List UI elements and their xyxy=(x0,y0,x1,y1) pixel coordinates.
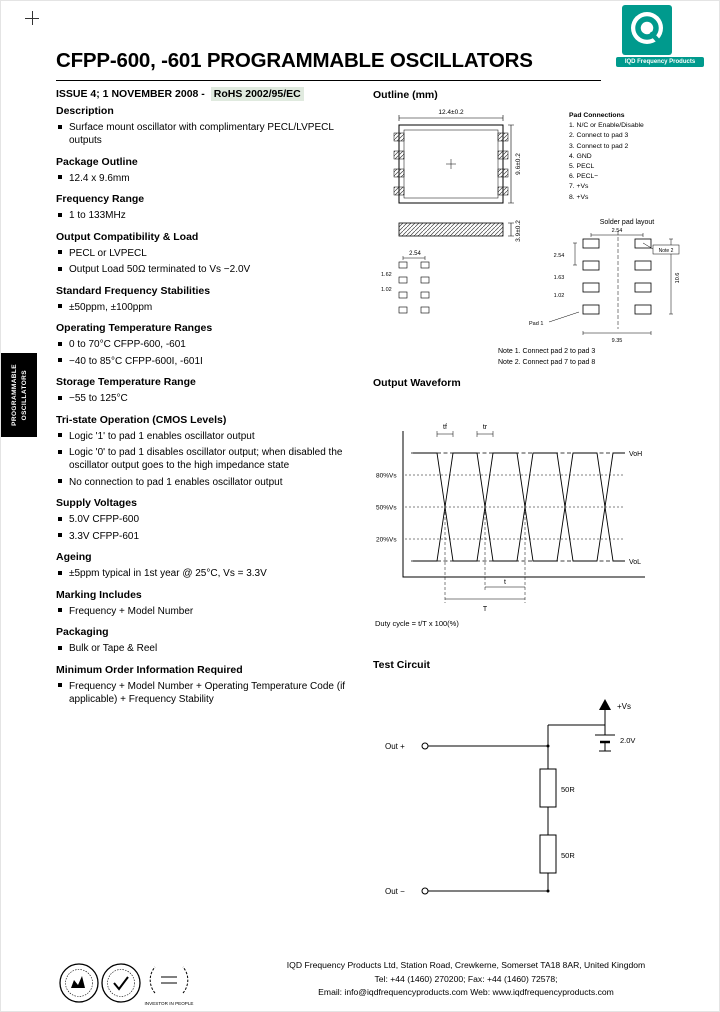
pad-connection-item: 3. Connect to pad 2 xyxy=(569,142,629,150)
page-footer xyxy=(1,955,720,1011)
bullet-item: PECL or LVPECL xyxy=(56,247,348,260)
section-storage-temperature xyxy=(56,376,348,405)
vs-label: +Vs xyxy=(617,702,632,711)
section-package-outline xyxy=(56,156,348,185)
section-heading: Frequency Range xyxy=(56,193,145,205)
outline-notes xyxy=(498,347,716,368)
section-heading: Marking Includes xyxy=(56,588,142,601)
solder-pad-layout xyxy=(521,219,713,350)
pad-connection-item: 7. +Vs xyxy=(569,183,589,191)
output-waveform-figure xyxy=(373,377,685,628)
section-heading: Ageing xyxy=(56,551,92,563)
section-packaging xyxy=(56,626,348,655)
registration-crosshair-icon xyxy=(25,11,39,25)
p20-label: 20%Vs xyxy=(376,536,397,544)
out-plus-label: Out + xyxy=(385,742,405,751)
dim-label: 9.35 xyxy=(611,338,623,344)
package-outline-drawing xyxy=(379,107,543,322)
pad-connections-list xyxy=(569,111,717,203)
bullet-item: Logic '1' to pad 1 enables oscillator output xyxy=(56,430,348,443)
iqd-logo-graphic xyxy=(622,5,672,55)
section-frequency-stabilities xyxy=(56,285,348,314)
pad-connection-item: 2. Connect to pad 3 xyxy=(569,132,629,140)
section-heading: Standard Frequency Stabilities xyxy=(56,284,211,297)
tf-label: tf xyxy=(443,424,447,431)
outline-figure xyxy=(373,89,717,385)
pad-connections-title: Pad Connections xyxy=(569,112,625,119)
pad-connection-item: 8. +Vs xyxy=(569,193,589,201)
dim-label: 1.02 xyxy=(381,287,392,293)
bullet-item: Frequency + Model Number + Operating Temperature Code (if applicable) + Frequency Stability xyxy=(56,680,348,706)
test-circuit-heading: Test Circuit xyxy=(373,659,430,671)
solder-pad-layout-title: Solder pad layout xyxy=(599,219,655,226)
bullet-item: −40 to 85°C CFPP-600I, -601I xyxy=(56,355,348,368)
duty-cycle-formula: Duty cycle = t/T x 100(%) xyxy=(375,619,459,628)
brand-logo xyxy=(616,5,704,67)
vol-label: VoL xyxy=(629,559,642,566)
section-heading: Description xyxy=(56,105,114,117)
bullet-item: ±50ppm, ±100ppm xyxy=(56,301,348,314)
waveform-heading: Output Waveform xyxy=(373,377,461,389)
out-minus-label: Out − xyxy=(385,887,405,896)
t-label: t xyxy=(504,579,506,586)
issue-text: ISSUE 4; 1 NOVEMBER 2008 - xyxy=(56,88,205,100)
supply-triangle-icon xyxy=(599,699,611,710)
section-operating-temperature xyxy=(56,322,348,368)
resistor-2-label: 50R xyxy=(561,851,575,860)
side-tab-line2: OSCILLATORS xyxy=(20,369,28,421)
bullet-item: 12.4 x 9.6mm xyxy=(56,172,348,185)
outline-heading: Outline (mm) xyxy=(373,89,438,101)
section-heading: Package Outline xyxy=(56,155,138,168)
voh-label: VoH xyxy=(629,451,643,458)
period-label: T xyxy=(482,606,488,613)
pad-connection-item: 4. GND xyxy=(569,152,592,160)
brand-name: IQD Frequency Products xyxy=(616,57,704,67)
side-tab-programmable-oscillators xyxy=(1,353,37,437)
test-circuit-figure xyxy=(373,659,685,909)
pad1-label: Pad 1 xyxy=(529,321,544,327)
p50-label: 50%Vs xyxy=(376,504,397,512)
bullet-item: Logic '0' to pad 1 disables oscillator output; when disabled the oscillator output goes to the high impedance state xyxy=(56,446,348,472)
bullet-item: 0 to 70°C CFPP-600, -601 xyxy=(56,338,348,351)
note-line: Note 1. Connect pad 2 to pad 3 xyxy=(498,348,596,355)
bullet-item: Bulk or Tape & Reel xyxy=(56,642,348,655)
section-description xyxy=(56,105,348,147)
pad-connection-item: 1. N/C or Enable/Disable xyxy=(569,122,644,130)
bullet-item: 1 to 133MHz xyxy=(56,209,348,222)
section-heading: Operating Temperature Ranges xyxy=(56,322,213,334)
bsi-certification-logo xyxy=(60,964,98,1002)
bullet-item: No connection to pad 1 enables oscillator output xyxy=(56,476,348,489)
section-minimum-order xyxy=(56,664,348,706)
footer-email-web: Email: info@iqdfrequencyproducts.com Web: www.iqdfrequencyproducts.com xyxy=(318,987,614,997)
section-heading: Packaging xyxy=(56,626,109,638)
section-marking xyxy=(56,589,348,618)
bullet-item: 3.3V CFPP-601 xyxy=(56,530,348,543)
dim-label: 1.02 xyxy=(553,293,565,299)
dim-depth-label: 3.9±0.2 xyxy=(515,220,522,242)
rohs-badge: RoHS 2002/95/EC xyxy=(211,87,304,101)
bullet-item: −55 to 125°C xyxy=(56,392,348,405)
bullet-item: Output Load 50Ω terminated to Vs −2.0V xyxy=(56,263,348,276)
section-supply-voltages xyxy=(56,497,348,543)
voltage-label: 2.0V xyxy=(620,736,636,745)
out-minus-terminal xyxy=(422,888,428,894)
dim-label: 1.63 xyxy=(553,275,565,281)
investor-caption: INVESTOR IN PEOPLE xyxy=(144,1001,194,1006)
page-title: CFPP-600, -601 PROGRAMMABLE OSCILLATORS xyxy=(56,49,533,72)
side-tab-line1: PROGRAMMABLE xyxy=(10,364,18,426)
footer-contact-block xyxy=(246,959,686,1000)
bullet-item: ±5ppm typical in 1st year @ 25°C, Vs = 3.3V xyxy=(56,567,348,580)
section-tristate-operation xyxy=(56,414,348,489)
note-line: Note 2. Connect pad 7 to pad 8 xyxy=(498,358,596,366)
bullet-item: 5.0V CFPP-600 xyxy=(56,513,348,526)
section-heading: Supply Voltages xyxy=(56,497,137,509)
p80-label: 80%Vs xyxy=(376,472,397,480)
section-heading: Storage Temperature Range xyxy=(56,376,196,388)
test-circuit-drawing xyxy=(373,685,679,909)
dim-height-label: 9.6±0.2 xyxy=(515,153,522,175)
title-rule xyxy=(56,80,601,81)
dim-width-label: 12.4±0.2 xyxy=(438,109,464,116)
section-output-compatibility xyxy=(56,231,348,277)
iqd-logo-icon xyxy=(622,5,672,55)
issue-line xyxy=(56,88,304,100)
dim-pitch-label: 2.54 xyxy=(409,251,421,257)
spec-column xyxy=(56,105,348,709)
note2-tag: Note 2 xyxy=(658,248,674,254)
section-heading: Minimum Order Information Required xyxy=(56,663,243,676)
out-plus-terminal xyxy=(422,743,428,749)
certification-logos xyxy=(57,957,217,1011)
pad-connection-item: 6. PECL− xyxy=(569,173,599,181)
resistor-1-label: 50R xyxy=(561,785,575,794)
section-frequency-range xyxy=(56,193,348,222)
bullet-item: Frequency + Model Number xyxy=(56,605,348,618)
dim-label: 2.54 xyxy=(553,253,565,259)
section-heading: Tri-state Operation (CMOS Levels) xyxy=(56,413,227,426)
dim-label: 1.62 xyxy=(381,272,392,278)
section-heading: Output Compatibility & Load xyxy=(56,230,199,243)
solder-pad-layout-drawing xyxy=(521,227,713,345)
section-ageing xyxy=(56,551,348,580)
registered-firm-logo xyxy=(102,964,140,1002)
footer-telfax: Tel: +44 (1460) 270200; Fax: +44 (1460) 72578; xyxy=(374,973,558,984)
tr-label: tr xyxy=(482,424,488,431)
investor-in-people-logo xyxy=(145,967,194,1006)
resistor-1 xyxy=(540,769,556,807)
dim-label: 10.6 xyxy=(675,272,681,284)
footer-address: IQD Frequency Products Ltd, Station Road, Crewkerne, Somerset TA18 8AR, United Kingdom xyxy=(286,960,646,970)
output-waveform-drawing xyxy=(373,405,679,617)
resistor-2 xyxy=(540,835,556,873)
bullet-item: Surface mount oscillator with complimentary PECL/LVPECL outputs xyxy=(56,121,348,147)
dim-label: 2.54 xyxy=(611,228,623,234)
pad-connection-item: 5. PECL xyxy=(569,162,595,170)
